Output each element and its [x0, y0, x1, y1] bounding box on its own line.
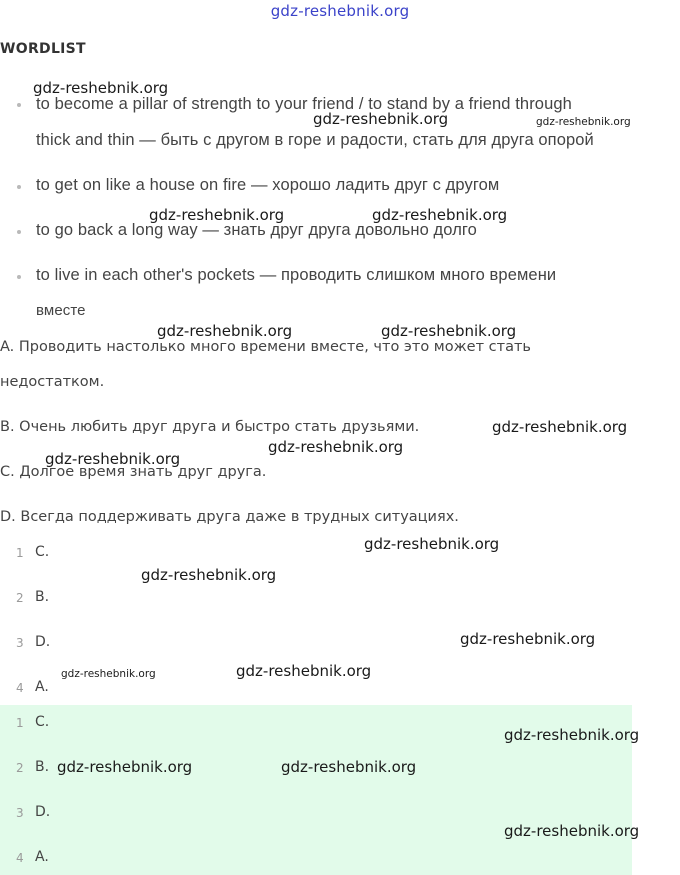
- watermark: gdz-reshebnik.org: [45, 450, 181, 468]
- watermark: gdz-reshebnik.org: [536, 116, 631, 128]
- option-a-line-2: недостатком.: [0, 374, 105, 390]
- bullet-icon: [17, 275, 21, 279]
- answer-value: A.: [35, 679, 49, 695]
- option-a-line-1: A. Проводить настолько много времени вместе, что это может стать: [0, 339, 531, 355]
- answer-value: C.: [35, 714, 50, 730]
- answer-number: 2: [16, 761, 24, 775]
- answer-value: D.: [35, 804, 51, 820]
- watermark: gdz-reshebnik.org: [61, 668, 156, 680]
- watermark: gdz-reshebnik.org: [268, 438, 404, 456]
- watermark: gdz-reshebnik.org: [313, 110, 449, 128]
- watermark: gdz-reshebnik.org: [460, 630, 596, 648]
- wordlist-item-3: to go back a long way — знать друг друга довольно долго: [36, 221, 477, 239]
- answer-value: B.: [35, 589, 50, 605]
- watermark: gdz-reshebnik.org: [372, 206, 508, 224]
- answer-number: 1: [16, 716, 24, 730]
- answer-number: 3: [16, 806, 24, 820]
- option-d: D. Всегда поддерживать друга даже в трудных ситуациях.: [0, 509, 459, 525]
- watermark: gdz-reshebnik.org: [33, 79, 169, 97]
- watermark: gdz-reshebnik.org: [504, 726, 640, 744]
- bullet-icon: [17, 185, 21, 189]
- answer-number: 4: [16, 681, 24, 695]
- watermark: gdz-reshebnik.org: [381, 322, 517, 340]
- bullet-icon: [17, 103, 21, 107]
- answer-number: 2: [16, 591, 24, 605]
- watermark: gdz-reshebnik.org: [281, 758, 417, 776]
- answer-value: D.: [35, 634, 51, 650]
- watermark: gdz-reshebnik.org: [492, 418, 628, 436]
- watermark: gdz-reshebnik.org: [364, 535, 500, 553]
- watermark: gdz-reshebnik.org: [149, 206, 285, 224]
- wordlist-item-1-line-2: thick and thin — быть с другом в горе и радости, стать для друга опорой: [36, 131, 594, 149]
- option-c: C. Долгое время знать друг друга.: [0, 464, 267, 480]
- answer-value: C.: [35, 544, 50, 560]
- watermark: gdz-reshebnik.org: [157, 322, 293, 340]
- watermark: gdz-reshebnik.org: [57, 758, 193, 776]
- wordlist-item-4-line-2: вместе: [36, 302, 86, 319]
- wordlist-item-1-line-1: to become a pillar of strength to your friend / to stand by a friend through: [36, 95, 572, 113]
- option-b: B. Очень любить друг друга и быстро стать друзьями.: [0, 419, 420, 435]
- bullet-icon: [17, 230, 21, 234]
- watermark: gdz-reshebnik.org: [236, 662, 372, 680]
- watermark: gdz-reshebnik.org: [141, 566, 277, 584]
- answer-value: B.: [35, 759, 50, 775]
- wordlist-heading: WORDLIST: [0, 41, 86, 57]
- answer-number: 4: [16, 851, 24, 865]
- answer-number: 1: [16, 546, 24, 560]
- wordlist-item-4-line-1: to live in each other's pockets — проводить слишком много времени: [36, 266, 557, 284]
- answer-value: A.: [35, 849, 49, 865]
- wordlist-item-2: to get on like a house on fire — хорошо ладить друг с другом: [36, 176, 500, 194]
- answer-number: 3: [16, 636, 24, 650]
- site-header-link[interactable]: gdz-reshebnik.org: [270, 2, 410, 20]
- watermark: gdz-reshebnik.org: [504, 822, 640, 840]
